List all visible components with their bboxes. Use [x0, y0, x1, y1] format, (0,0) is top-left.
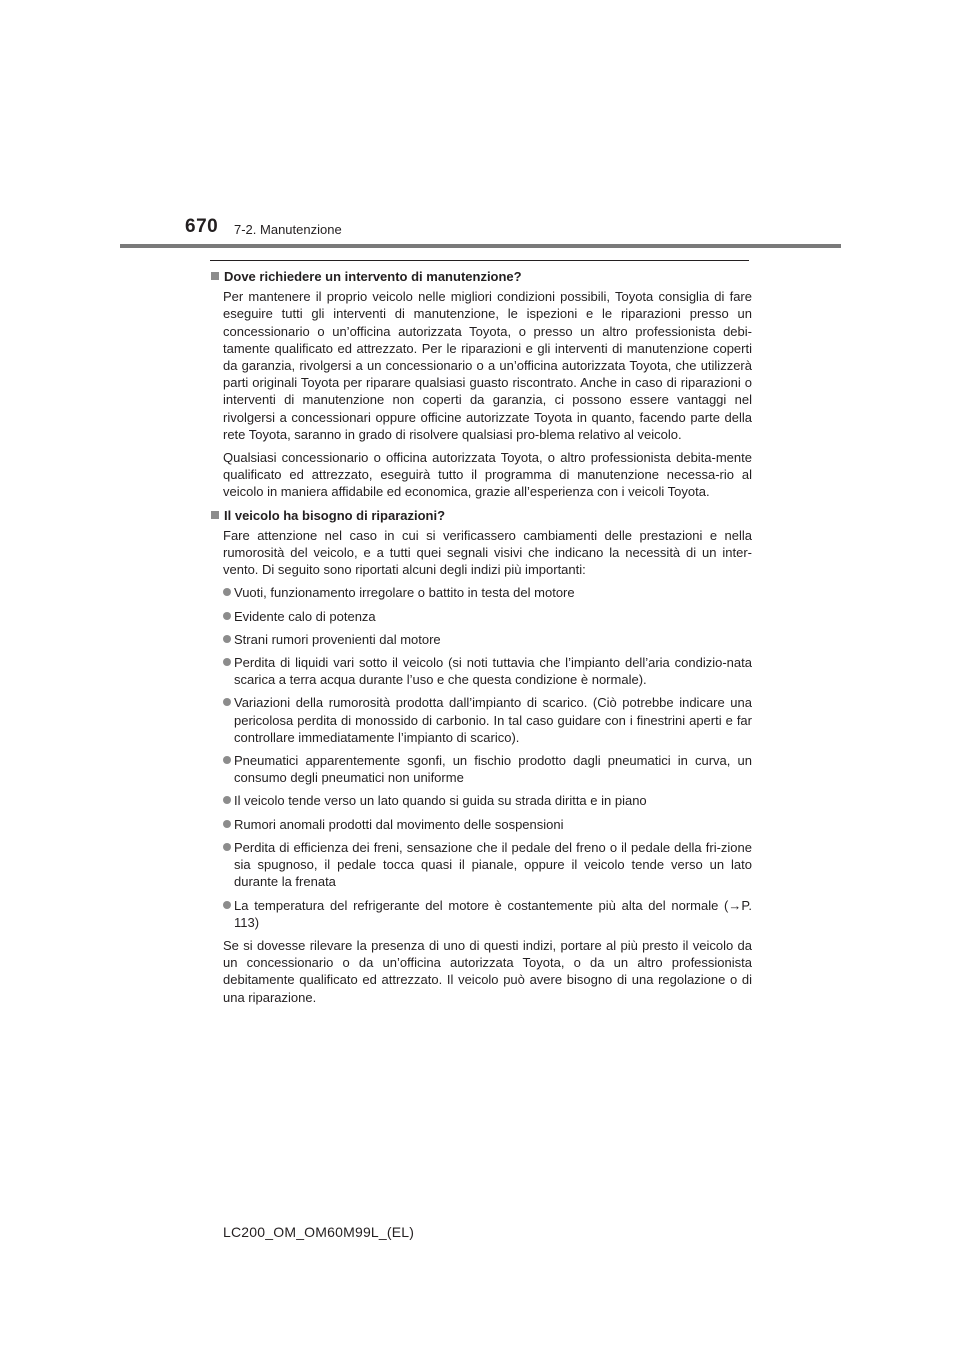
list-item-text: Variazioni della rumorosità prodotta dall’impianto di scarico. (Ciò potrebbe indicare una pericolosa perdita di monossido di carbonio. In tal caso guidare con i finestrini aperti e far controllare immediatamente l’impianto di scarico). [234, 695, 752, 745]
circle-bullet-icon [223, 658, 231, 666]
section-maintenance-location [210, 268, 752, 501]
list-item-text: Vuoti, funzionamento irregolare o battito in testa del motore [234, 585, 575, 601]
list-item-text: Perdita di liquidi vari sotto il veicolo (si noti tuttavia che l’impianto dell’aria condizio-nata scarica a terra acqua durante l’uso e che questa condizione è normale). [234, 655, 752, 688]
list-item-text: Rumori anomali prodotti dal movimento delle sospensioni [234, 816, 564, 832]
list-item-text: Il veicolo tende verso un lato quando si guida su strada diritta e in piano [234, 793, 647, 809]
list-item [223, 654, 752, 688]
list-item [223, 839, 752, 891]
circle-bullet-icon [223, 820, 231, 828]
list-item-text: Evidente calo di potenza [234, 608, 376, 624]
header-rule [120, 244, 841, 248]
list-item [223, 752, 752, 786]
list-item [223, 897, 752, 931]
list-item [223, 608, 752, 625]
list-item-text: La temperatura del refrigerante del motore è costantemente più alta del normale (→P. 113) [234, 897, 752, 930]
section-repairs-needed [210, 507, 752, 1006]
list-item [223, 631, 752, 648]
square-bullet-icon [211, 272, 219, 280]
list-item [223, 816, 752, 833]
document-code: LC200_OM_OM60M99L_(EL) [223, 1224, 415, 1240]
circle-bullet-icon [223, 588, 231, 596]
circle-bullet-icon [223, 756, 231, 764]
paragraph-intro: Fare attenzione nel caso in cui si verificassero cambiamenti delle prestazioni e nella rumorosità del veicolo, e a tutti quei segnali visivi che indicano la necessità di un inter-vento. Di seguito sono riportati alcuni degli indizi più importanti: [223, 527, 752, 578]
paragraph-outro: Se si dovesse rilevare la presenza di uno di questi indizi, portare al più presto il veicolo da un concessionario o da un’officina autorizzata Toyota, o da un altro professionista debitamente qualificato ed attrezzato. Il veicolo può avere bisogno di una regolazione o di una riparazione. [223, 937, 752, 1005]
page-number: 670 [185, 216, 219, 237]
section-heading [210, 507, 752, 524]
paragraph: Per mantenere il proprio veicolo nelle migliori condizioni possibili, Toyota consiglia di fare eseguire tutti gli interventi di manutenzione, le ispezioni e le riparazioni presso un concessionario o un’officina autorizzata Toyota, o presso un altro professionista debi-tamente qualificato ed attrezzato. Per le riparazioni e gli interventi di manutenzione coperti da garanzia, rivolgersi a un concessionario o a un’officina autorizzata Toyota, che utilizzerà parti originali Toyota per riparare qualsiasi guasto riscontrato. Anche in caso di riparazioni o interventi di manutenzione non coperti da garanzia, ci possono essere vantaggi nel rivolgersi a concessionari oppure officine autorizzate Toyota in quanto, facendo parte della rete Toyota, saranno in grado di risolvere qualsiasi pro-blema relativo al veicolo. [223, 289, 752, 442]
circle-bullet-icon [223, 843, 231, 851]
list-item [223, 584, 752, 601]
list-item [223, 792, 752, 809]
circle-bullet-icon [223, 796, 231, 804]
circle-bullet-icon [223, 901, 231, 909]
circle-bullet-icon [223, 612, 231, 620]
section-heading [210, 268, 752, 285]
list-item-text: Strani rumori provenienti dal motore [234, 631, 441, 647]
square-bullet-icon [211, 511, 219, 519]
paragraph: Qualsiasi concessionario o officina autorizzata Toyota, o altro professionista debita-mente qualificato ed attrezzato, eseguirà tutto il programma di manutenzione necessa-rio al veicolo in maniera affidabile ed economica, grazie all’esperienza con i veicoli Toyota. [223, 450, 752, 500]
page-content [210, 268, 752, 1012]
heading-text: Il veicolo ha bisogno di riparazioni? [224, 507, 446, 523]
section-divider [210, 260, 749, 261]
list-item [223, 694, 752, 746]
list-item-text: Perdita di efficienza dei freni, sensazione che il pedale del freno o il pedale della fri-zione sia spugnoso, il pedale tocca quasi il pianale, oppure il veicolo tende verso un lato durante la frenata [234, 839, 752, 890]
symptom-list [210, 584, 752, 930]
circle-bullet-icon [223, 635, 231, 643]
circle-bullet-icon [223, 698, 231, 706]
heading-text: Dove richiedere un intervento di manutenzione? [224, 269, 522, 284]
section-title: 7-2. Manutenzione [234, 222, 342, 237]
list-item-text: Pneumatici apparentemente sgonfi, un fischio prodotto dagli pneumatici in curva, un consumo degli pneumatici non uniforme [234, 753, 752, 786]
